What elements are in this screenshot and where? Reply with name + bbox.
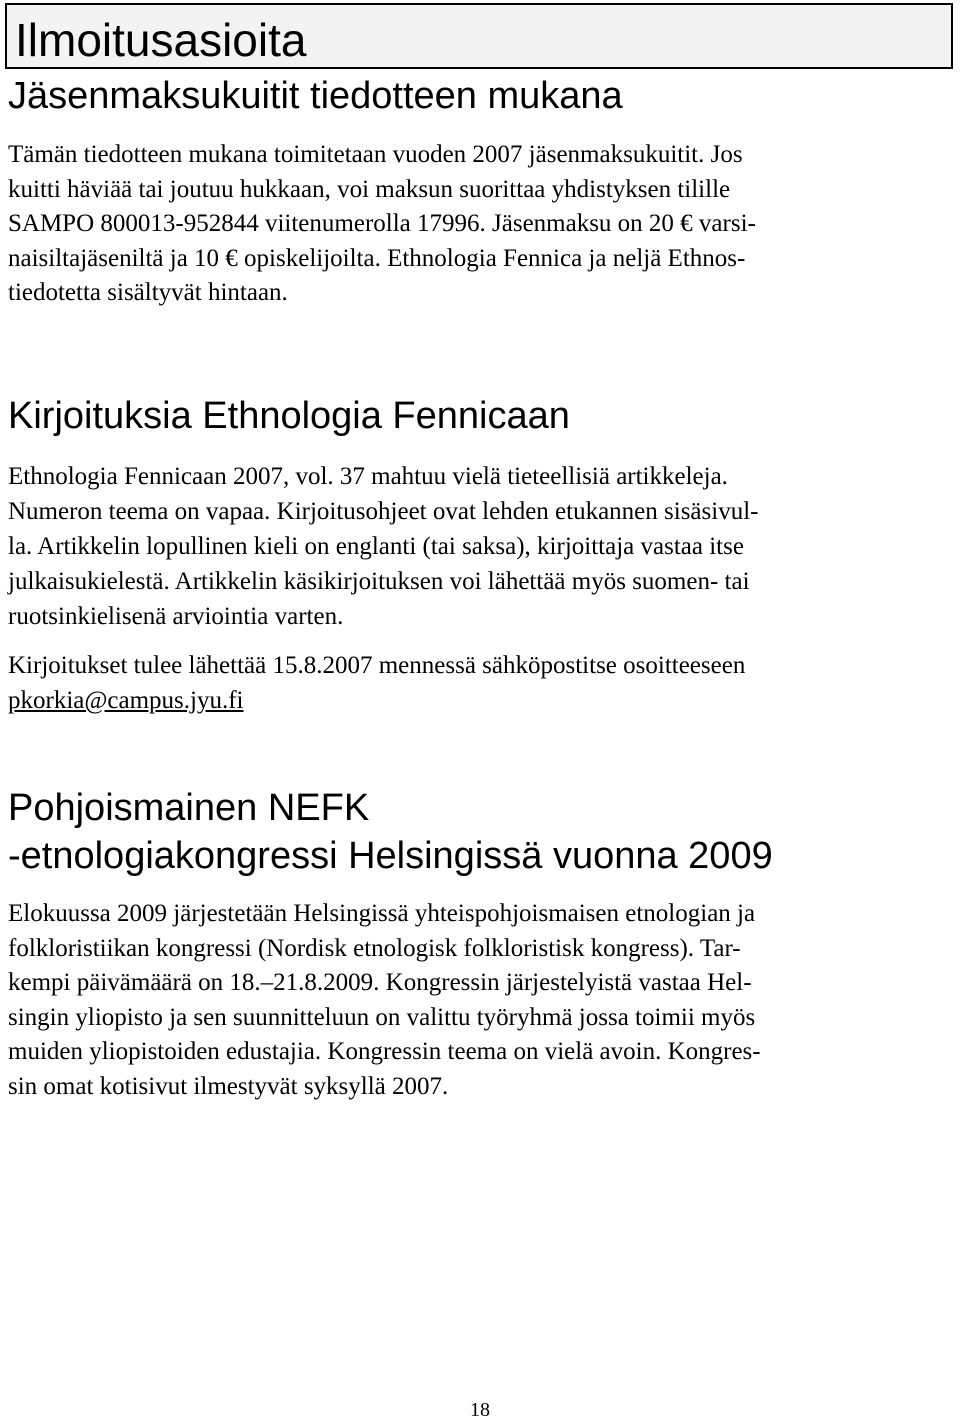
membership-line: SAMPO 800013-952844 viitenumerolla 17996. Jäsenmaksu on 20 € varsi- [8, 210, 756, 237]
articles-paragraph-2 [8, 648, 948, 718]
membership-line: kuitti häviää tai joutuu hukkaan, voi maksun suorittaa yhdistyksen tilille [8, 175, 731, 203]
congress-line: singin yliopisto ja sen suunnitteluun on valittu työryhmä jossa toimii myös [8, 1003, 756, 1031]
articles-line: la. Artikkelin lopullinen kieli on englanti (tai saksa), kirjoittaja vastaa itse [8, 533, 744, 560]
congress-line: kempi päivämäärä on 18.–21.8.2009. Kongressin järjestelyistä vastaa Hel- [8, 969, 752, 997]
membership-heading: Jäsenmaksukuitit tiedotteen mukana [8, 75, 623, 117]
articles-line: julkaisukielestä. Artikkelin käsikirjoituksen voi lähettää myös suomen- tai [8, 568, 750, 595]
congress-heading-line-1: Pohjoismainen NEFK [8, 787, 370, 829]
congress-line: muiden yliopistoiden edustajia. Kongressin teema on vielä avoin. Kongres- [8, 1038, 761, 1066]
articles-line: Numeron teema on vapaa. Kirjoitusohjeet ovat lehden etukannen sisäsivul- [8, 498, 759, 525]
congress-heading-line-2: -etnologiakongressi Helsingissä vuonna 2009 [8, 835, 773, 877]
page-title: Ilmoitusasioita [15, 14, 307, 66]
articles-line: Ethnologia Fennicaan 2007, vol. 37 mahtuu vielä tieteellisiä artikkeleja. [8, 463, 728, 490]
articles-deadline-line: Kirjoitukset tulee lähettää 15.8.2007 mennessä sähköpostitse osoitteeseen [8, 652, 746, 679]
congress-line: folkloristiikan kongressi (Nordisk etnologisk folkloristisk kongress). Tar- [8, 934, 741, 962]
articles-paragraph-1 [8, 459, 948, 634]
page-header-box [5, 3, 953, 69]
congress-line: sin omat kotisivut ilmestyvät syksyllä 2007. [8, 1072, 449, 1100]
congress-paragraph [8, 897, 948, 1105]
congress-line: Elokuussa 2009 järjestetään Helsingissä yhteispohjoismaisen etnologian ja [8, 900, 756, 927]
membership-line: Tämän tiedotteen mukana toimitetaan vuoden 2007 jäsenmaksukuitit. Jos [8, 141, 743, 168]
membership-line: naisiltajäseniltä ja 10 € opiskelijoilta. Ethnologia Fennica ja neljä Ethnos- [8, 244, 746, 272]
articles-line: ruotsinkielisenä arviointia varten. [8, 603, 344, 630]
membership-line: tiedotetta sisältyvät hintaan. [8, 279, 288, 306]
email-link[interactable]: pkorkia@campus.jyu.fi [8, 687, 244, 714]
page-number: 18 [470, 1399, 490, 1421]
membership-paragraph [8, 138, 948, 311]
articles-heading: Kirjoituksia Ethnologia Fennicaan [8, 395, 570, 437]
